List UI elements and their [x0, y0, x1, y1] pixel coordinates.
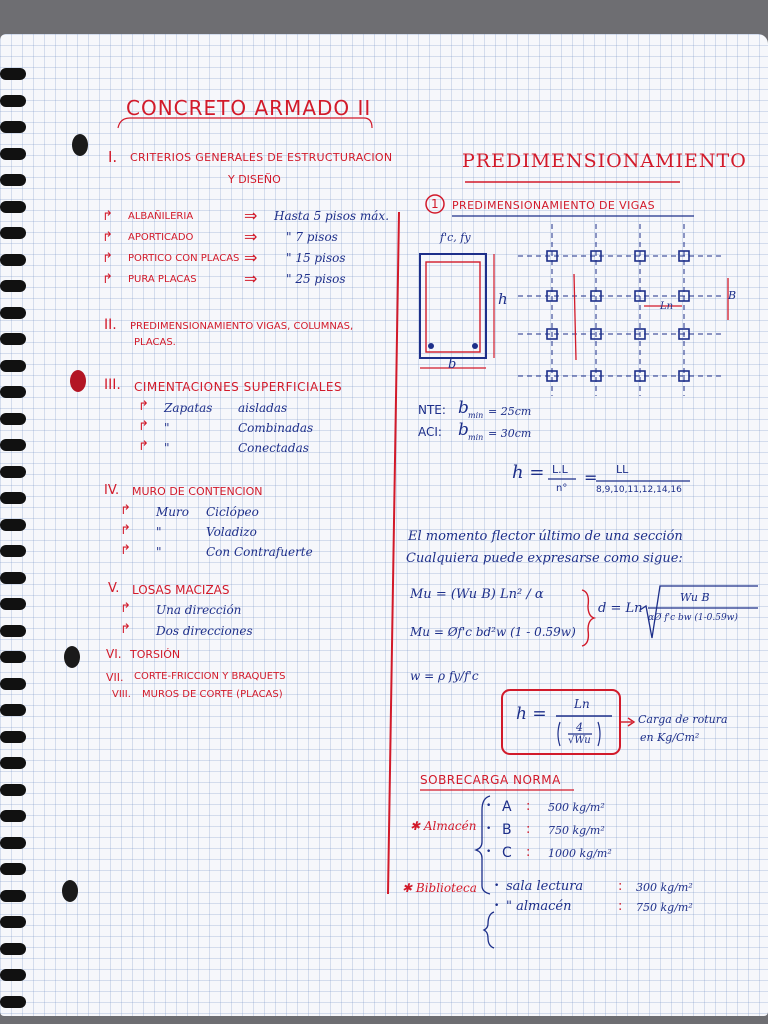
section-3-number: III. — [104, 377, 121, 393]
section-1-number: I. — [108, 148, 118, 166]
system-limit: " 25 pisos — [286, 272, 346, 286]
double-arrow: ⇒ — [244, 248, 258, 267]
red-hook-arrow: ↱ — [102, 209, 113, 224]
load-bullet: • — [486, 847, 492, 857]
section-7-title: CORTE-FRICCION Y BRAQUETS — [134, 671, 286, 682]
red-hook-arrow: ↱ — [120, 622, 131, 637]
h-formula-den2: 8,9,10,11,12,14,16 — [596, 485, 682, 495]
section-5-number: V. — [108, 581, 120, 596]
paragraph-line-1: El momento flector último de una sección — [408, 529, 683, 544]
load-key: C — [502, 845, 512, 861]
red-hook-arrow: ↱ — [102, 230, 113, 245]
bmin-sub: min — [468, 433, 484, 442]
list-item-a: " — [156, 525, 162, 539]
list-item: Una dirección — [156, 603, 242, 617]
boxed-inner-num: 4 — [576, 721, 583, 734]
h-formula-den1: n° — [556, 483, 568, 494]
list-item-b: aisladas — [238, 401, 288, 415]
double-arrow: ⇒ — [244, 206, 258, 225]
sobrecarga-title: SOBRECARGA NORMA — [420, 773, 561, 787]
load-bullet: • — [494, 881, 500, 891]
system-limit: " 7 pisos — [286, 230, 338, 244]
section-2-text: PREDIMENSIONAMIENTO VIGAS, COLUMNAS, — [130, 321, 354, 332]
system-name: APORTICADO — [128, 232, 194, 243]
sqrt-numerator: Wu B — [680, 591, 710, 604]
d-formula: d = Ln — [598, 601, 643, 616]
red-hook-arrow: ↱ — [120, 523, 131, 538]
biblioteca-text: Biblioteca — [415, 881, 477, 895]
predim-heading: PREDIMENSIONAMIENTO — [462, 150, 747, 172]
red-hook-arrow: ↱ — [138, 399, 149, 414]
red-hook-arrow: ↱ — [102, 251, 113, 266]
notebook-page — [0, 34, 768, 1016]
almacen-text: Almacén — [423, 819, 477, 833]
load-value: 500 kg/m² — [548, 801, 605, 814]
bmin-value: = 30cm — [488, 427, 532, 440]
mu-formula-2: Mu = Øf'c bd²w (1 - 0.59w) — [410, 625, 576, 639]
sub-heading-title: PREDIMENSIONAMIENTO DE VIGAS — [452, 199, 655, 212]
list-item-a: Zapatas — [164, 401, 213, 415]
system-name: PORTICO CON PLACAS — [128, 253, 240, 264]
label-fc-fy: f'c, fy — [440, 231, 471, 244]
bmin-b: b — [458, 398, 469, 418]
list-item-a: " — [164, 441, 170, 455]
load-key: B — [502, 822, 512, 838]
section-6-title: TORSIÓN — [130, 648, 181, 661]
load-bullet: • — [486, 801, 492, 811]
section-3-title: CIMENTACIONES SUPERFICIALES — [134, 380, 343, 394]
red-hook-arrow: ↱ — [120, 601, 131, 616]
section-8-title: MUROS DE CORTE (PLACAS) — [142, 689, 283, 700]
section-1-title: CRITERIOS GENERALES DE ESTRUCTURACION — [130, 151, 393, 164]
load-colon: : — [526, 799, 531, 814]
load-colon: : — [618, 879, 623, 894]
mu-formula-1: Mu = (Wu B) Ln² / α — [410, 587, 544, 602]
load-bullet: • — [494, 901, 500, 911]
sub-heading-number: 1 — [431, 197, 439, 211]
red-hook-arrow: ↱ — [120, 503, 131, 518]
label-B: B — [728, 289, 737, 302]
load-key: A — [502, 799, 512, 815]
note-carga-rotura: Carga de rotura — [638, 713, 728, 726]
label-h: h — [498, 290, 508, 308]
load-key: sala lectura — [506, 879, 584, 894]
paragraph-line-2: Cualquiera puede expresarse como sigue: — [406, 551, 683, 566]
h-formula-lhs: h = — [512, 462, 545, 483]
section-4-number: IV. — [104, 483, 120, 498]
page-title: CONCRETO ARMADO II — [126, 96, 372, 120]
load-key: " almacén — [506, 899, 572, 914]
boxed-num: Ln — [574, 697, 590, 711]
load-colon: : — [526, 822, 531, 837]
section-2-number: II. — [104, 317, 117, 333]
red-hook-arrow: ↱ — [102, 272, 113, 287]
list-item-b: Voladizo — [206, 525, 257, 539]
section-5-title: LOSAS MACIZAS — [132, 583, 230, 597]
h-formula-num2: LL — [616, 463, 629, 476]
list-item-b: Con Contrafuerte — [206, 545, 313, 559]
list-item-b: Combinadas — [238, 421, 314, 435]
list-item-b: Conectadas — [238, 441, 309, 455]
biblioteca-label: ✱ Biblioteca — [402, 881, 477, 895]
load-colon: : — [618, 899, 623, 914]
sobrecarga-underline — [0, 34, 768, 1016]
boxed-h-lhs: h = — [516, 704, 547, 724]
section-1-title-b: Y DISEÑO — [228, 173, 281, 186]
section-2-text-b: PLACAS. — [134, 337, 176, 348]
load-value: 1000 kg/m² — [548, 847, 612, 860]
load-colon: : — [526, 845, 531, 860]
system-name: PURA PLACAS — [128, 274, 197, 285]
red-hook-arrow: ↱ — [138, 419, 149, 434]
load-value: 750 kg/m² — [548, 824, 605, 837]
bmin-sub: min — [468, 411, 484, 420]
load-bullet: • — [486, 824, 492, 834]
double-arrow: ⇒ — [244, 269, 258, 288]
system-limit: Hasta 5 pisos máx. — [274, 209, 390, 223]
list-item-a: Muro — [156, 505, 189, 519]
load-value: 750 kg/m² — [636, 901, 693, 914]
list-item-a: " — [164, 421, 170, 435]
label-b: b — [448, 357, 457, 372]
section-6-title-number: VI. — [106, 647, 122, 661]
list-item: Dos direcciones — [156, 624, 253, 638]
w-formula: w = ρ fy/f'c — [410, 669, 479, 683]
bmin-value: = 25cm — [488, 405, 532, 418]
section-8-number: VIII. — [112, 689, 131, 700]
list-item-a: " — [156, 545, 162, 559]
section-7-number: VII. — [106, 671, 124, 684]
list-item-b: Ciclópeo — [206, 505, 259, 519]
bmin-code: NTE: — [418, 403, 446, 417]
red-hook-arrow: ↱ — [120, 543, 131, 558]
system-name: ALBAÑILERIA — [128, 211, 194, 222]
red-hook-arrow: ↱ — [138, 439, 149, 454]
sqrt-denominator: αØ f'c bw (1-0.59w) — [648, 613, 738, 623]
system-limit: " 15 pisos — [286, 251, 346, 265]
bmin-b: b — [458, 420, 469, 440]
almacen-label: ✱ Almacén — [410, 819, 477, 833]
h-formula-eq: = — [584, 468, 598, 487]
note-unidades: en Kg/Cm² — [640, 731, 700, 744]
label-Ln: Ln — [660, 301, 674, 312]
section-4-title: MURO DE CONTENCION — [132, 485, 263, 498]
double-arrow: ⇒ — [244, 227, 258, 246]
h-formula-num1: L.L — [552, 463, 568, 476]
load-value: 300 kg/m² — [636, 881, 693, 894]
bmin-code: ACI: — [418, 425, 442, 439]
boxed-inner-den: √Wu — [568, 735, 591, 746]
